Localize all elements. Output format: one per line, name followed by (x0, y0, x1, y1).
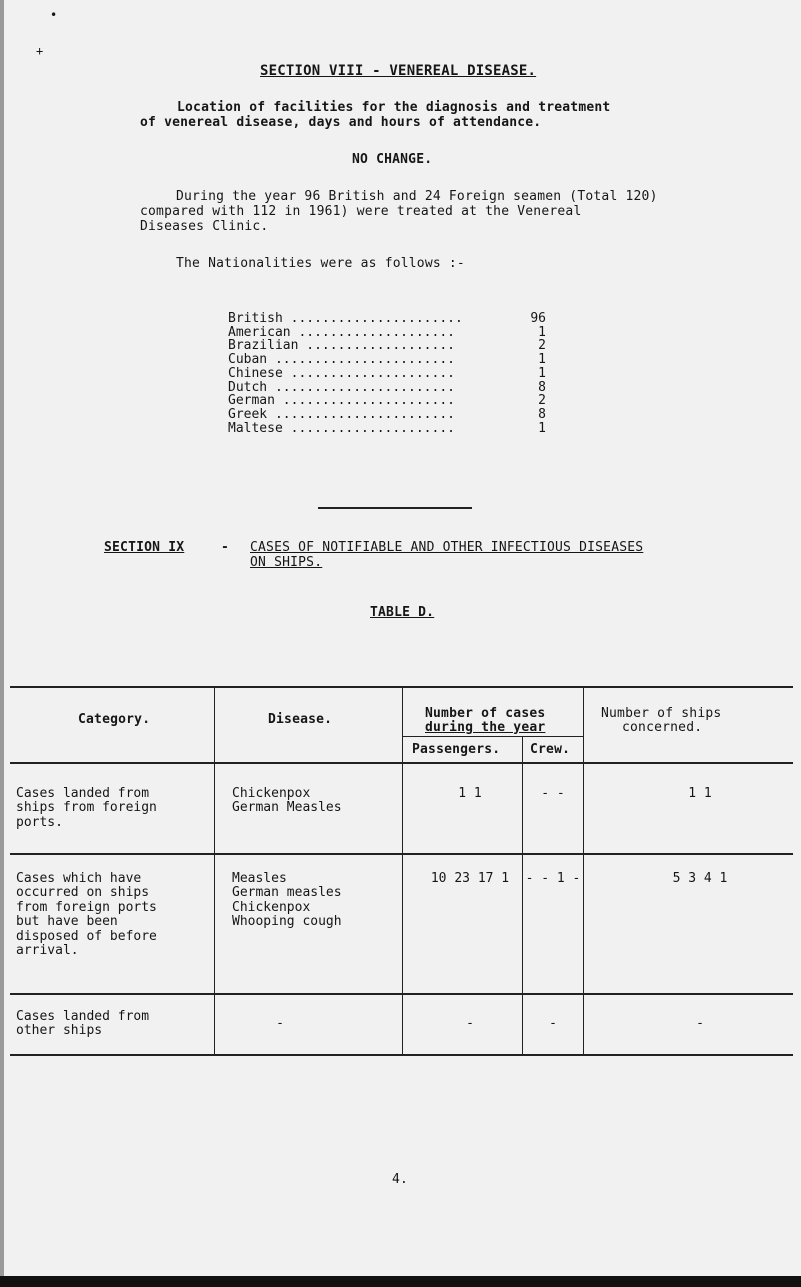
nationality-label: Maltese ..................... (228, 421, 455, 436)
row3-passengers: - (466, 1016, 474, 1031)
nationality-label: British ...................... (228, 312, 463, 326)
header-crew: Crew. (530, 742, 571, 757)
nationality-row (228, 312, 558, 326)
nationality-row (228, 353, 558, 367)
scan-mark: + (36, 44, 44, 58)
row2-diseases: Measles German measles Chickenpox Whooping cough (232, 871, 342, 930)
nationality-count: 8 (538, 379, 546, 395)
header-cases-line1: Number of cases (425, 706, 546, 721)
nationality-label: Dutch ....................... (228, 380, 455, 395)
row3-crew: - (549, 1016, 557, 1031)
nationality-row (228, 326, 558, 340)
header-ships-line2: concerned. (622, 720, 703, 735)
row1-passengers: 1 1 (458, 786, 482, 801)
nationality-label: American .................... (228, 325, 455, 340)
section-8-heading: SECTION VIII - VENEREAL DISEASE. (260, 63, 537, 79)
column-rule (402, 687, 403, 1055)
header-category: Category. (78, 712, 151, 727)
nationality-count: 1 (538, 324, 546, 340)
header-ships-line1: Number of ships (601, 706, 722, 721)
nationality-label: Greek ....................... (228, 407, 455, 422)
paragraph-line1: During the year 96 British and 24 Foreign seamen (Total 120) (176, 189, 658, 204)
no-change-note: NO CHANGE. (352, 152, 433, 167)
section-8-subheading-line1: Location of facilities for the diagnosis and treatment (177, 100, 611, 115)
nationality-count: 8 (538, 406, 546, 422)
page-number: 4. (392, 1172, 409, 1187)
nationality-row (228, 422, 558, 436)
column-rule (522, 737, 523, 1055)
nationality-count: 1 (538, 352, 546, 368)
row3-category: Cases landed from other ships (16, 1009, 150, 1039)
section-9-title-line1: CASES OF NOTIFIABLE AND OTHER INFECTIOUS DISEASES (250, 540, 644, 555)
row1-diseases: Chickenpox German Measles (232, 786, 342, 816)
nationality-row (228, 394, 558, 408)
table-title: TABLE D. (370, 605, 435, 620)
nationality-row (228, 339, 558, 353)
scan-mark: • (50, 8, 58, 22)
nationalities-intro: The Nationalities were as follows :- (176, 256, 465, 271)
nationality-label: German ...................... (228, 394, 455, 408)
row2-ships: 5 3 4 1 (672, 871, 728, 886)
paragraph-line3: Diseases Clinic. (140, 219, 269, 234)
nationality-row (228, 408, 558, 422)
header-disease: Disease. (268, 712, 333, 727)
row3-diseases: - (276, 1016, 284, 1031)
scan-bottom-edge (0, 1276, 801, 1287)
section-8-subheading-line2: of venereal disease, days and hours of attendance. (140, 115, 542, 130)
cases-subheader-rule (403, 736, 583, 737)
nationality-count: 2 (538, 393, 546, 409)
row2-category: Cases which have occurred on ships from foreign ports but have been disposed of before arrival. (16, 871, 157, 959)
nationalities-list (228, 312, 558, 435)
header-cases-line2: during the year (425, 720, 546, 735)
nationality-count: 1 (538, 365, 546, 381)
nationality-label: Brazilian ................... (228, 339, 455, 354)
nationality-row (228, 367, 558, 381)
section-9-label: SECTION IX (104, 540, 185, 555)
row1-category: Cases landed from ships from foreign ports. (16, 786, 157, 830)
row2-passengers: 10 23 17 1 (430, 871, 510, 886)
section-9-title-line2: ON SHIPS. (250, 555, 323, 570)
column-rule (583, 687, 584, 1055)
row1-ships: 1 1 (688, 786, 712, 801)
nationality-count: 96 (530, 311, 546, 326)
nationality-row (228, 381, 558, 395)
nationality-count: 1 (538, 420, 546, 436)
nationality-label: Chinese ..................... (228, 366, 455, 381)
column-rule (214, 687, 215, 1055)
row3-ships: - (696, 1016, 704, 1031)
row1-crew: - - (541, 786, 565, 801)
nationality-count: 2 (538, 338, 546, 354)
section-divider (318, 507, 472, 509)
scan-edge (0, 0, 4, 1287)
row2-crew: - - 1 - (525, 871, 581, 886)
section-9-dash: - (221, 540, 230, 555)
nationality-label: Cuban ....................... (228, 353, 455, 367)
paragraph-line2: compared with 112 in 1961) were treated at the Venereal (140, 204, 582, 219)
header-passengers: Passengers. (412, 742, 501, 757)
